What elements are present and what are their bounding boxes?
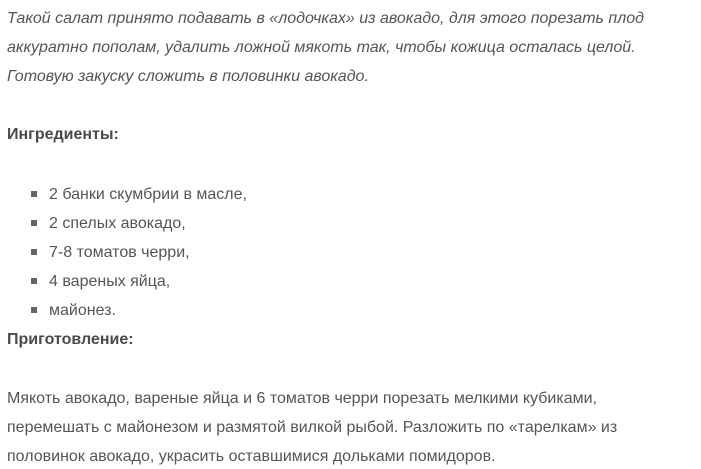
list-item-text: 2 спелых авокадо, [49, 215, 186, 232]
list-item [31, 301, 116, 321]
preparation-line: половинок авокадо, украсить оставшимися дольками помидоров. [7, 448, 496, 465]
list-item [31, 272, 170, 292]
bullet-icon [31, 249, 37, 255]
list-item [31, 185, 247, 205]
list-item-text: 4 вареных яйца, [49, 273, 171, 290]
list-item-text: 2 банки скумбрии в масле, [49, 186, 247, 203]
list-item [31, 214, 186, 234]
intro-line: аккуратно пополам, удалить ложной мякоть так, чтобы кожица осталась целой. [7, 39, 636, 56]
list-item-text: майонез. [49, 302, 116, 319]
list-item-text: 7-8 томатов черри, [49, 244, 190, 261]
bullet-icon [31, 307, 37, 313]
intro-line: Готовую закуску сложить в половинки авокадо. [7, 68, 369, 85]
preparation-heading: Приготовление: [7, 331, 134, 348]
bullet-icon [31, 191, 37, 197]
intro-line: Такой салат принято подавать в «лодочках» из авокадо, для этого порезать плод [7, 10, 644, 27]
preparation-line: перемешать с майонезом и размятой вилкой рыбой. Разложить по «тарелкам» из [7, 419, 618, 436]
ingredients-heading: Ингредиенты: [7, 126, 119, 143]
list-item [31, 243, 190, 263]
bullet-icon [31, 278, 37, 284]
bullet-icon [31, 220, 37, 226]
preparation-line: Мякоть авокадо, вареные яйца и 6 томатов черри порезать мелкими кубиками, [7, 390, 597, 407]
